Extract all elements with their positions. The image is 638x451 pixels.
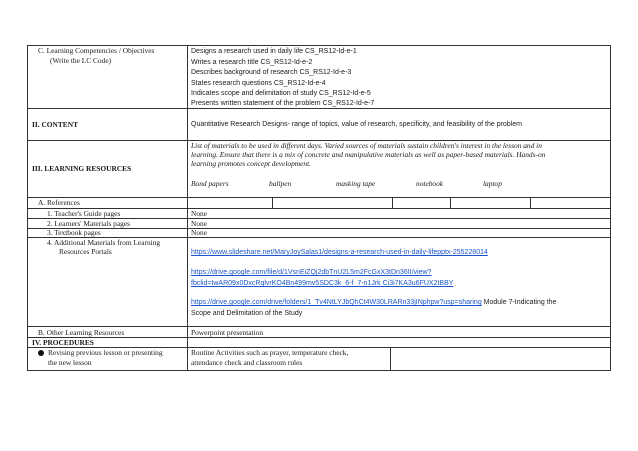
procedures-label: IV. PROCEDURES — [32, 338, 94, 347]
material-item: ballpen — [269, 179, 292, 188]
drive-file-link[interactable]: https://drive.google.com/file/d/1VsnEiZQj2dbTnU2L5m2FcGxX3tDn36II/view? — [191, 269, 432, 276]
additional-materials-label: 4. Additional Materials from Learning — [47, 238, 161, 247]
textbook-value: None — [191, 228, 208, 237]
other-resources-label: B. Other Learning Resources — [38, 327, 125, 337]
additional-materials-sublabel: Resources Portals — [59, 247, 112, 256]
learning-resources-label: III. LEARNING RESOURCES — [32, 164, 132, 173]
subcolumn-divider — [390, 347, 391, 370]
subcolumn-divider — [392, 197, 393, 208]
competencies-sublabel: (Write the LC Code) — [50, 56, 112, 65]
competency-item: States research questions CS_RS12-Id-e-4 — [191, 79, 326, 87]
row-line — [27, 228, 611, 229]
procedure-item-label: Revising previous lesson or presenting — [48, 348, 163, 357]
procedure-item-value-continued: attendance check and classroom rules — [191, 358, 303, 367]
material-item: laptop — [483, 179, 502, 188]
module-reference-text-continued: Scope and Delimitation of the Study — [191, 310, 303, 317]
learners-materials-label: 2. Learners' Materials pages — [47, 218, 131, 228]
bullet-icon — [38, 350, 44, 356]
subcolumn-divider — [272, 197, 273, 208]
resources-description-line: learning. Ensure that there is a mix of concrete and manipulative materials as well as paper-based materials. Hands-on — [191, 150, 546, 159]
competency-item: Indicates scope and delimitation of study CS_RS12-Id-e-5 — [191, 90, 371, 97]
slideshare-link[interactable]: https://www.slideshare.net/MaryJoySalas1/designs-a-research-used-in-daily-lifepptx-255228014 — [191, 249, 488, 256]
competency-item: Describes background of research CS_RS12-Id-e-3 — [191, 69, 352, 76]
other-resources-value: Powerpoint presentation — [191, 327, 264, 337]
learners-materials-value: None — [191, 218, 208, 228]
resources-description-line: List of materials to be used in different days. Varied sources of materials sustain children's interest in the lesson and in — [191, 141, 542, 150]
row-line — [27, 370, 611, 371]
material-item: Bond papers — [191, 179, 229, 188]
teachers-guide-value: None — [191, 208, 208, 218]
content-text: Quantitative Research Designs- range of topics, value of research, specificity, and feasibility of the problem — [191, 121, 522, 128]
teachers-guide-label: 1. Teacher's Guide pages — [47, 208, 121, 218]
material-item: masking tape — [336, 179, 376, 188]
row-line — [27, 337, 611, 338]
competency-item: Presents written statement of the problem CS_RS12-Id-e-7 — [191, 100, 375, 107]
textbook-label: 3. Textbook pages — [47, 228, 101, 237]
procedure-item-value: Routine Activities such as prayer, temperature check, — [191, 348, 349, 357]
drive-folder-line — [191, 298, 556, 307]
competency-item: Designs a research used in daily life CS_RS12-Id-e-1 — [191, 48, 357, 55]
drive-file-link-continued[interactable]: fbclid=IwAR09x0DxcRqlvrKO4Bn499mv5SDC3k_6-f_7-n1Jrk Ci3i7KA3u6FUX2tBBY — [191, 280, 454, 287]
row-line — [27, 108, 611, 109]
procedure-item-sublabel: the new lesson — [48, 358, 92, 367]
competency-item: Writes a research title CS_RS12-Id-e-2 — [191, 58, 313, 66]
content-label: II. CONTENT — [32, 120, 78, 129]
module-reference-text: Module 7-Indicating the — [481, 299, 557, 306]
references-label: A. References — [38, 198, 80, 207]
row-line — [27, 197, 611, 198]
subcolumn-divider — [450, 197, 451, 208]
material-item: notebook — [416, 179, 444, 188]
drive-folder-link[interactable]: https://drive.google.com/drive/folders/1_Tv4NtLYJbQhCt4W30LRARn33jINphpw?usp=sharing — [191, 299, 482, 306]
competencies-label: C. Learning Competencies / Objectives — [38, 46, 155, 55]
resources-description-line: learning promotes concept development. — [191, 159, 311, 168]
subcolumn-divider — [530, 197, 531, 208]
